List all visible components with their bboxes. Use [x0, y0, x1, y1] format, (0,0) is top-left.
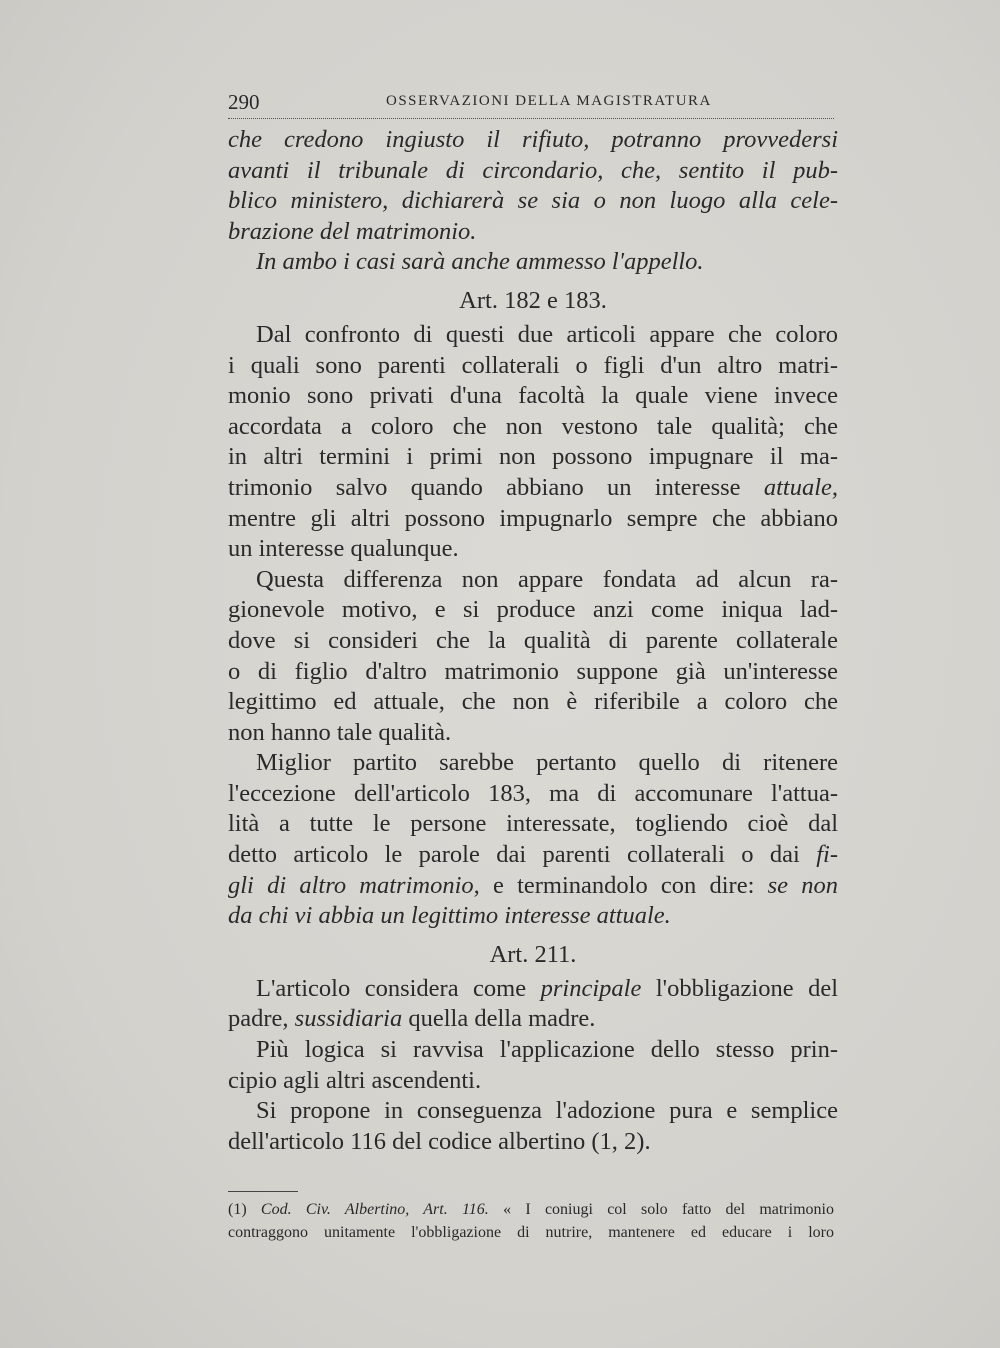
text-line: da chi vi abbia un legittimo interesse attuale.: [228, 902, 671, 930]
text-line: blico ministero, dichiarerà se sia o non luogo alla cele-: [228, 187, 838, 215]
text-segment: L'articolo considera come: [256, 974, 527, 1002]
text-line: dove si consideri che la qualità di parente collaterale: [228, 626, 838, 654]
text-line: [228, 473, 838, 504]
footnote-rule: [228, 1191, 298, 1192]
section-heading-art-211: Art. 211.: [489, 940, 577, 968]
text-line: in altri termini i primi non possono impugnare il ma-: [228, 443, 838, 471]
text-line: l'eccezione dell'articolo 183, ma di accomunare l'attua-: [228, 779, 838, 807]
italic-segment: fi-: [816, 841, 838, 869]
text-line: Dal confronto di questi due articoli appare che coloro: [256, 320, 838, 348]
page-body: [228, 125, 838, 1157]
text-line: non hanno tale qualità.: [228, 718, 452, 746]
footnotes: [228, 1198, 834, 1244]
text-line: cipio agli altri ascendenti.: [228, 1066, 482, 1094]
text-line: brazione del matrimonio.: [228, 217, 477, 245]
text-line: Miglior partito sarebbe pertanto quello di ritenere: [256, 749, 838, 777]
footnote-text: « I coniugi col solo fatto del matrimonio: [503, 1201, 834, 1218]
text-line: avanti il tribunale di circondario, che, sentito il pub-: [228, 156, 838, 184]
footnote-marker: (1): [228, 1201, 247, 1218]
text-line: che credono ingiusto il rifiuto, potranno provvedersi: [228, 126, 838, 153]
text-line: [228, 871, 838, 902]
text-line: lità a tutte le persone interessate, togliendo cioè dal: [228, 810, 838, 838]
text-segment: detto articolo le parole dai parenti collaterali o dai: [228, 841, 800, 869]
text-line: monio sono privati d'una facoltà la quale viene invece: [228, 382, 838, 410]
text-line: [228, 840, 838, 871]
text-line: [228, 1004, 838, 1035]
text-segment: l'obbligazione del: [655, 974, 839, 1002]
text-segment: quella della madre.: [408, 1005, 596, 1033]
running-header: [228, 88, 834, 119]
section-heading-art-182-183: Art. 182 e 183.: [459, 286, 607, 314]
footnote-line: contraggono unitamente l'obbligazione di nutrire, mantenere ed educare i loro: [228, 1224, 834, 1241]
text-line: In ambo i casi sarà anche ammesso l'appello.: [256, 248, 704, 276]
italic-segment: attuale,: [763, 473, 839, 501]
text-segment: trimonio salvo quando abbiano un interesse: [228, 473, 741, 501]
text-line: dell'articolo 116 del codice albertino (1, 2).: [228, 1127, 651, 1155]
text-line: o di figlio d'altro matrimonio suppone già un'interesse: [228, 657, 838, 685]
footnote-citation: Cod. Civ. Albertino, Art. 116.: [260, 1201, 489, 1218]
text-line: un interesse qualunque.: [228, 535, 459, 563]
text-line: i quali sono parenti collaterali o figli d'un altro matri-: [228, 351, 838, 379]
italic-segment: sussidiaria: [294, 1005, 403, 1033]
text-line: accordata a coloro che non vestono tale qualità; che: [228, 412, 838, 440]
text-line: Questa differenza non appare fondata ad alcun ra-: [256, 565, 838, 593]
text-line: legittimo ed attuale, che non è riferibile a coloro che: [228, 688, 838, 716]
running-title: OSSERVAZIONI DELLA MAGISTRATURA: [386, 93, 712, 109]
italic-segment: gli di altro matrimonio,: [228, 871, 480, 899]
text-segment: padre,: [228, 1005, 289, 1033]
text-line: gionevole motivo, e si produce anzi come iniqua lad-: [228, 596, 838, 624]
text-line: [228, 974, 838, 1005]
italic-segment: principale: [540, 974, 642, 1002]
text-line: mentre gli altri possono impugnarlo sempre che abbiano: [228, 504, 838, 532]
text-line: Si propone in conseguenza l'adozione pura e semplice: [256, 1097, 838, 1125]
footnote-line: [228, 1198, 834, 1221]
page-number: 290: [228, 90, 260, 114]
text-segment: e terminandolo con dire:: [492, 871, 755, 899]
italic-segment: se non: [767, 871, 838, 899]
text-line: Più logica si ravvisa l'applicazione dello stesso prin-: [256, 1036, 838, 1064]
